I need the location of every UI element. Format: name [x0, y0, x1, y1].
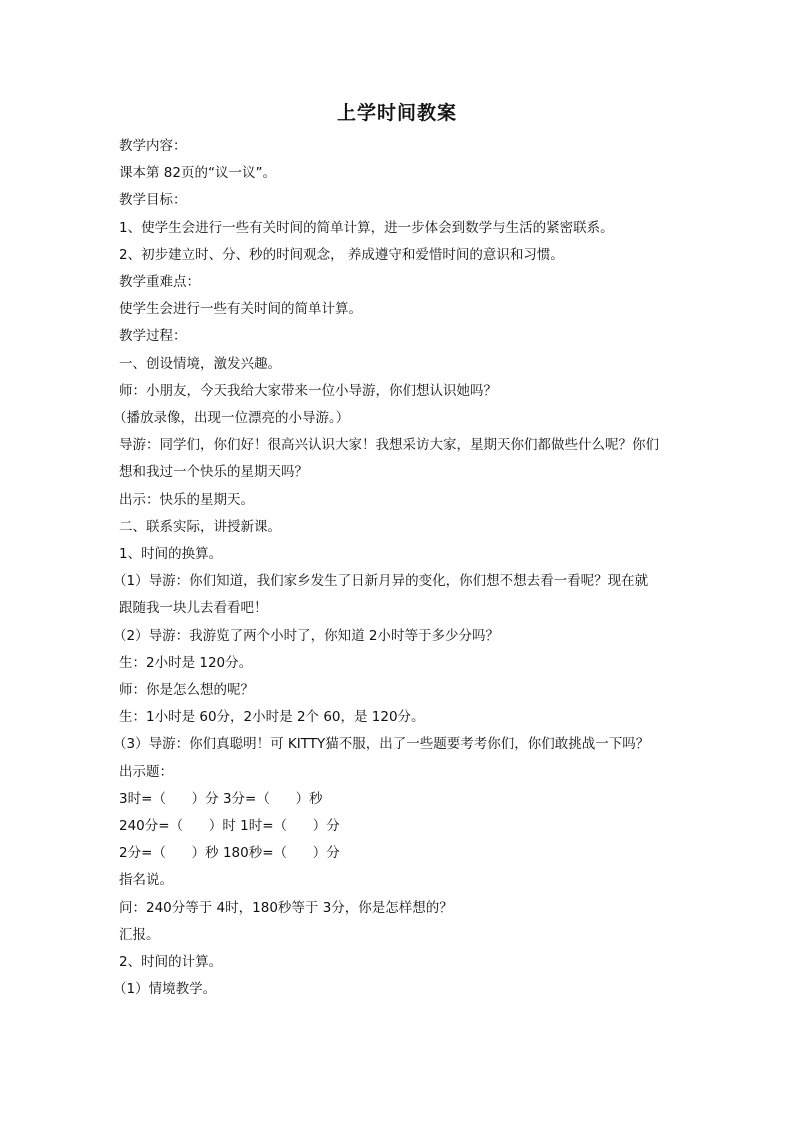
paragraph-line: 2、初步建立时、分、秒的时间观念， 养成遵守和爱惜时间的意识和习惯。	[119, 246, 564, 263]
paragraph-line: 汇报。	[119, 926, 160, 943]
paragraph-line: 1、时间的换算。	[119, 546, 223, 563]
paragraph-line: 课本第 82页的“议一议”。	[119, 165, 276, 182]
paragraph-line: 教学重难点：	[119, 274, 200, 291]
paragraph-line: 出示：快乐的星期天。	[119, 491, 254, 508]
paragraph-line: 导游：同学们，你们好！很高兴认识大家！我想采访大家，星期天你们都做些什么呢？你们	[119, 437, 659, 454]
paragraph-line: （1）导游：你们知道，我们家乡发生了日新月异的变化，你们想不想去看一看呢？现在就	[113, 573, 649, 590]
paragraph-line: （2）导游：我游览了两个小时了，你知道 2小时等于多少分吗？	[113, 627, 499, 644]
paragraph-line: （3）导游：你们真聪明！可 KITTY猫不服，出了一些题要考考你们，你们敢挑战一下吗？	[113, 736, 650, 753]
paragraph-line: 使学生会进行一些有关时间的简单计算。	[119, 301, 362, 318]
paragraph-line: 问：240分等于 4时，180秒等于 3分，你是怎样想的？	[119, 899, 453, 916]
exercise-line: 3时=（ ）分 3分=（ ）秒	[119, 790, 323, 807]
paragraph-line: 师：你是怎么想的呢？	[119, 682, 254, 699]
exercise-line: 2分=（ ）秒 180秒=（ ）分	[119, 845, 340, 862]
paragraph-line: （播放录像，出现一位漂亮的小导游。）	[113, 410, 350, 427]
paragraph-line: 2、时间的计算。	[119, 954, 223, 971]
paragraph-line: 跟随我一块儿去看看吧！	[119, 600, 268, 617]
paragraph-line: 生：1小时是 60分，2小时是 2个 60，是 120分。	[119, 709, 425, 726]
paragraph-line: 想和我过一个快乐的星期天吗？	[119, 464, 308, 481]
paragraph-line: 教学内容：	[119, 138, 187, 154]
document-title: 上学时间教案	[336, 102, 457, 124]
paragraph-line: 教学过程：	[119, 328, 187, 345]
paragraph-line: 教学目标：	[119, 192, 187, 209]
paragraph-line: 二、联系实际，讲授新课。	[119, 518, 281, 535]
paragraph-line: 一、创设情境，激发兴趣。	[119, 355, 281, 372]
document-body	[113, 133, 684, 1004]
paragraph-line: 师：小朋友，今天我给大家带来一位小导游，你们想认识她吗？	[119, 382, 497, 399]
exercise-line: 240分=（ ）时 1时=（ ）分	[119, 818, 340, 835]
paragraph-line: 1、使学生会进行一些有关时间的简单计算，进一步体会到数学与生活的紧密联系。	[119, 219, 614, 236]
paragraph-line: 出示题：	[119, 763, 173, 780]
paragraph-line: （1）情境教学。	[113, 981, 217, 998]
paragraph-line: 指名说。	[119, 872, 173, 889]
paragraph-line: 生：2小时是 120分。	[119, 654, 253, 671]
